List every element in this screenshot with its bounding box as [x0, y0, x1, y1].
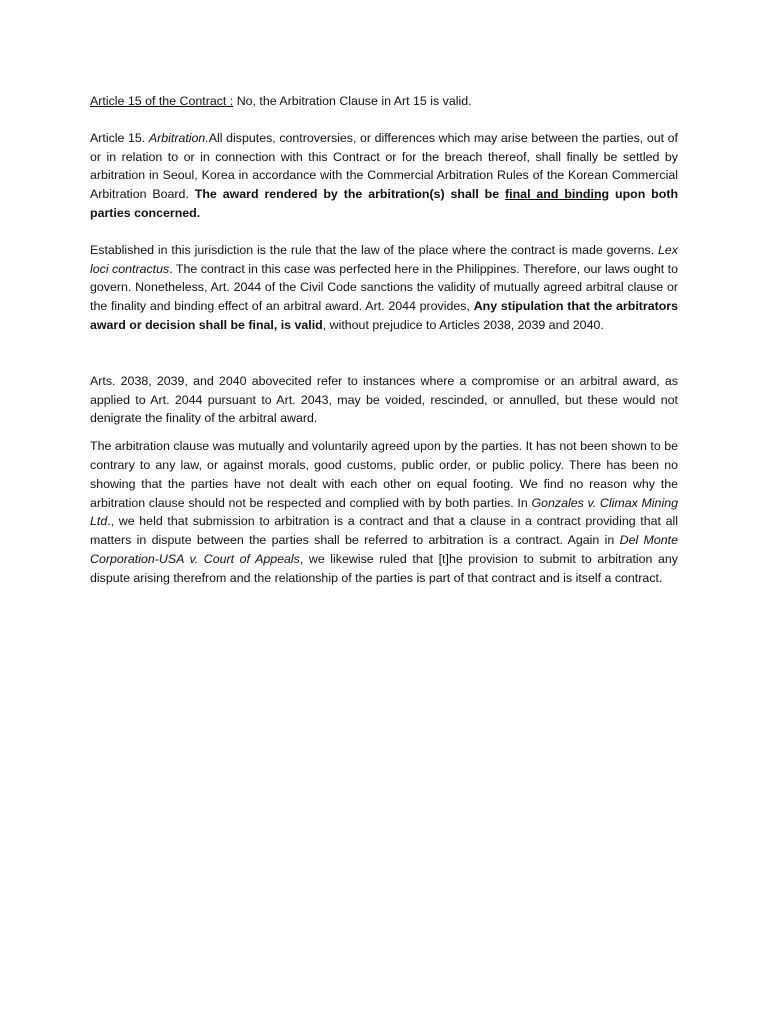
article-15-award-post: upon both parties concerned. [90, 187, 679, 220]
article-15-award-pre: The award rendered by the arbitration(s) shall be [188, 187, 506, 202]
art-2044-quote: Any stipulation that the arbitrators award or decision shall be final, is valid [90, 299, 679, 332]
arts-text: Arts. 2038, 2039, and 2040 abovecited refer to instances where a compromise or an arbitral award, as applied to Art. 2044 pursuant to Art. 2043, may be voided, rescinded, or annulled, but these would not denigrate the finality of the arbitral award. [90, 373, 678, 426]
heading-paragraph [90, 92, 678, 111]
lex-loci-text-1: Established in this jurisdiction is the rule that the law of the place where the contract is made governs. [90, 242, 659, 257]
arts-paragraph [90, 372, 678, 428]
article-15-final-binding: final and binding [505, 187, 610, 202]
lex-loci-paragraph [90, 241, 678, 335]
article-15-paragraph [90, 129, 678, 223]
article-15-lead: Article 15. [90, 130, 149, 145]
heading-text: No, the Arbitration Clause in Art 15 is valid. [233, 94, 472, 108]
gonzales-case: Gonzales v. Climax Mining Ltd [90, 495, 678, 529]
article-15-title: Arbitration. [148, 130, 209, 145]
clause-text-1: The arbitration clause was mutually and voluntarily agreed upon by the parties. It has not been shown to be contrary to any law, or against morals, good customs, public order, or public policy. There has been no showing that the parties have not dealt with each other on equal footing. We find no reason why the arbitration clause should not be respected and complied with by both parties. In [90, 439, 678, 510]
lex-loci-term: Lex loci contractus [90, 242, 678, 276]
heading-label: Article 15 of the Contract : [90, 94, 234, 108]
document-page [90, 92, 678, 588]
del-monte-case: Del Monte Corporation-USA v. Court of Appeals [90, 533, 678, 566]
lex-loci-text-3: , without prejudice to Articles 2038, 2039 and 2040. [322, 317, 604, 332]
article-15-body: All disputes, controversies, or differences which may arise between the parties, out of or in relation to or in connection with this Contract or for the breach thereof, shall finally be settled by arbitration in Seoul, Korea in accordance with the Commercial Arbitration Rules of the Korean Commercial Arbitration Board. [90, 130, 678, 202]
clause-text-2: ., we held that submission to arbitration is a contract and that a clause in a contract providing that all matters in dispute between the parties shall be referred to arbitration is a contract. Again in [90, 514, 678, 548]
arbitration-clause-paragraph [90, 437, 678, 587]
lex-loci-text-2: . The contract in this case was perfected here in the Philippines. Therefore, our laws ought to govern. Nonetheless, Art. 2044 of the Civil Code sanctions the validity of mutually agreed arbitral clause or the finality and binding effect of an arbitral award. Art. 2044 provides, [90, 261, 678, 314]
clause-text-3: , we likewise ruled that [t]he provision to submit to arbitration any dispute arising therefrom and the relationship of the parties is part of that contract and is itself a contract. [90, 551, 678, 585]
